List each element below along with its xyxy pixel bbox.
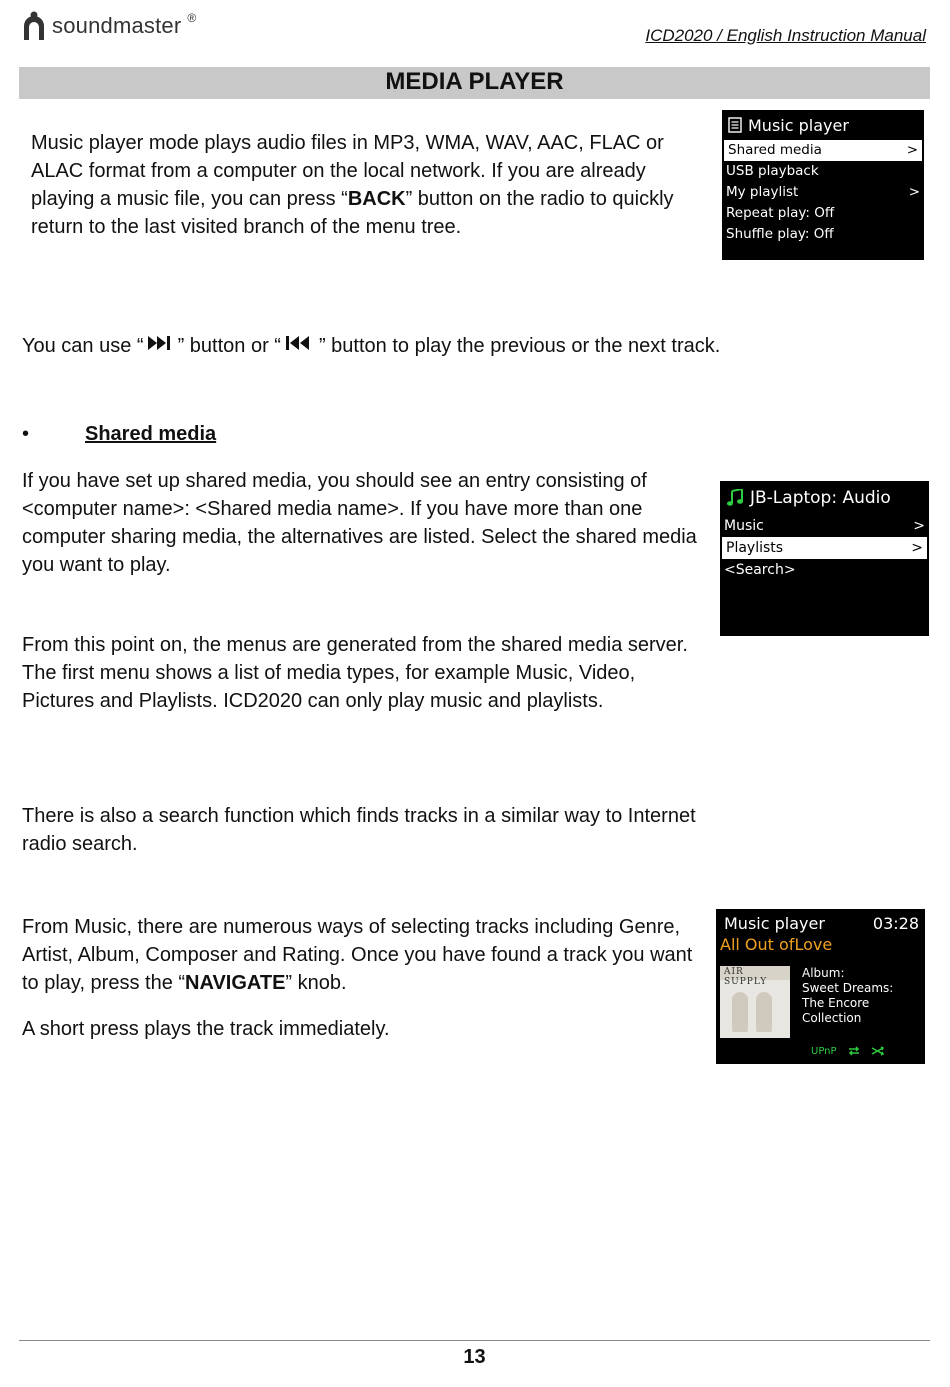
shuffle-icon — [871, 1046, 885, 1056]
music-player-screen — [722, 110, 924, 260]
now-playing-screen — [716, 909, 925, 1064]
skip-text-a: You can use “ — [22, 335, 144, 357]
chevron-right-icon: > — [911, 540, 923, 556]
menu-item-label: My playlist — [726, 184, 799, 200]
skip-text-b: ” button or “ — [177, 335, 281, 357]
intro-text-a: Music player mode plays audio files in MP3, WMA, WAV, AAC, FLAC or ALAC format from a computer on the local network. If you are already playing a music file, you can press “ — [31, 132, 664, 210]
album-line: Collection — [802, 1011, 862, 1025]
page-number: 13 — [463, 1346, 486, 1368]
clock-time: 03:28 — [872, 914, 919, 933]
section-title: MEDIA PLAYER — [385, 68, 564, 95]
menu-item-label: USB playback — [726, 163, 819, 179]
menu-item-label: Music — [724, 518, 764, 534]
menu-item-playlists[interactable] — [722, 537, 927, 559]
screen-title-bar — [722, 110, 924, 140]
back-keyword: BACK — [347, 188, 406, 210]
navigate-text-b: ” knob. — [285, 972, 347, 994]
album-info — [802, 966, 893, 1026]
menu-item-usb-playback[interactable] — [722, 161, 924, 182]
bullet-point: • — [22, 423, 30, 445]
album-line: Sweet Dreams: — [802, 981, 894, 995]
repeat-icon — [847, 1046, 861, 1056]
navigate-keyword: NAVIGATE — [185, 972, 286, 994]
album-art — [720, 966, 790, 1038]
status-bar — [811, 1046, 885, 1057]
menu-item-shuffle-play[interactable] — [722, 224, 924, 245]
track-skip-paragraph — [22, 332, 822, 360]
menu-item-shared-media[interactable] — [724, 140, 922, 161]
menu-item-label: Playlists — [726, 540, 784, 556]
navigate-text-a: From Music, there are numerous ways of selecting tracks including Genre, Artist, Album, Composer and Rating. Once you have found a track you want to play, press the “ — [22, 916, 693, 994]
intro-text-b: ” button on the radio to quickly return to the last visited branch of the menu tree. — [31, 188, 674, 238]
chevron-right-icon: > — [908, 184, 920, 200]
intro-paragraph — [31, 129, 711, 241]
menu-item-repeat-play[interactable] — [722, 203, 924, 224]
brand-registered-mark: ® — [187, 11, 197, 25]
screen-title: Music player — [748, 115, 849, 135]
menu-item-label: Shared media — [728, 142, 822, 158]
short-press-paragraph: A short press plays the track immediately. — [22, 1018, 390, 1040]
now-playing-header — [716, 909, 925, 933]
menu-item-my-playlist[interactable] — [722, 182, 924, 203]
footer-divider — [19, 1340, 930, 1341]
brand-name: soundmaster — [52, 13, 182, 38]
menu-item-label: Repeat play: Off — [726, 205, 835, 221]
list-icon — [728, 117, 742, 133]
shared-media-heading: Shared media — [85, 423, 217, 445]
upnp-badge: UPnP — [811, 1046, 837, 1057]
album-art-text: AIR SUPPLY — [724, 967, 768, 987]
navigate-paragraph — [22, 913, 712, 997]
track-title: All Out ofLove — [720, 935, 833, 954]
menu-item-label: Shuffle play: Off — [726, 226, 834, 242]
chevron-right-icon: > — [906, 142, 918, 158]
skip-text-c: ” button to play the previous or the next track. — [318, 335, 721, 357]
album-art-figure — [756, 992, 772, 1032]
chevron-right-icon: > — [913, 518, 925, 534]
album-label: Album: — [802, 966, 845, 980]
album-line: The Encore — [802, 996, 870, 1010]
album-art-figure — [732, 992, 748, 1032]
menu-item-search[interactable] — [720, 559, 929, 581]
menu-item-label: <Search> — [724, 562, 796, 578]
search-paragraph: There is also a search function which finds tracks in a similar way to Internet radio search. — [22, 805, 696, 855]
previous-track-icon — [285, 336, 315, 350]
menu-item-music[interactable] — [720, 515, 929, 537]
media-types-paragraph: From this point on, the menus are generated from the shared media server. The first menu shows a list of media types, for example Music, Video, Pictures and Playlists. ICD2020 can only play music and playlists. — [22, 634, 688, 712]
music-note-icon — [726, 489, 744, 507]
shared-media-paragraph: If you have set up shared media, you should see an entry consisting of <computer name>: <Shared media name>. If you have more than one computer sharing media, the alternatives are listed. Select the shared media you want to play. — [22, 470, 697, 576]
screen-title: JB-Laptop: Audio — [750, 488, 891, 508]
screen-title: Music player — [724, 914, 825, 933]
manual-title: ICD2020 / English Instruction Manual — [645, 26, 926, 45]
soundmaster-logo-icon — [20, 10, 48, 42]
shared-media-screen — [720, 481, 929, 636]
screen-title-bar — [720, 481, 929, 515]
brand-logo — [20, 10, 196, 42]
next-track-icon — [148, 336, 174, 350]
